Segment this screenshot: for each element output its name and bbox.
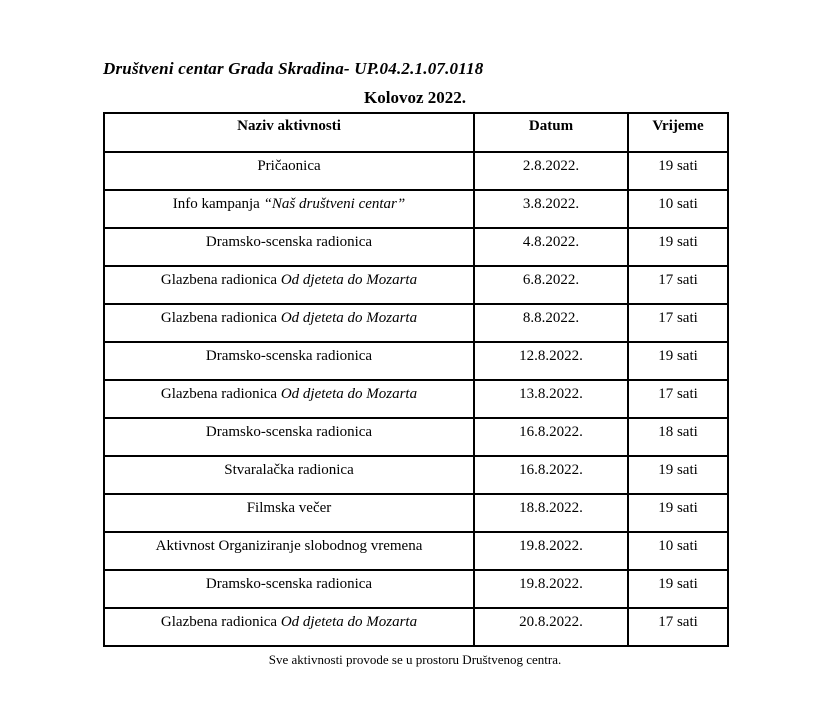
activity-name: Glazbena radionica <box>160 386 281 402</box>
activity-cell <box>104 266 474 304</box>
activity-cell <box>104 380 474 418</box>
datum-cell: 6.8.2022. <box>474 266 628 304</box>
activity-name: Glazbena radionica <box>160 614 281 630</box>
column-header-naziv-aktivnosti: Naziv aktivnosti <box>104 113 474 152</box>
document-title: Društveni centar Grada Skradina- UP.04.2.1.07.0118 <box>103 59 484 78</box>
activity-name: Pričaonica <box>257 158 321 174</box>
table-header-row <box>104 113 728 152</box>
activity-cell <box>104 190 474 228</box>
table-row <box>104 570 728 608</box>
activity-name: Dramsko-scenska radionica <box>205 424 373 440</box>
table-row <box>104 456 728 494</box>
datum-cell: 18.8.2022. <box>474 494 628 532</box>
vrijeme-cell: 19 sati <box>628 152 728 190</box>
activity-name-italic: Od djeteta do Mozarta <box>280 310 418 326</box>
datum-cell: 8.8.2022. <box>474 304 628 342</box>
document-subtitle: Kolovoz 2022. <box>364 88 466 107</box>
activity-name: Dramsko-scenska radionica <box>205 348 373 364</box>
activity-name-italic: Od djeteta do Mozarta <box>280 614 418 630</box>
vrijeme-cell: 10 sati <box>628 532 728 570</box>
vrijeme-cell: 19 sati <box>628 228 728 266</box>
activity-name: Filmska večer <box>246 500 332 516</box>
datum-cell: 12.8.2022. <box>474 342 628 380</box>
activity-cell <box>104 456 474 494</box>
activity-name-italic: “Naš društveni centar” <box>263 196 406 212</box>
column-header-datum: Datum <box>474 113 628 152</box>
activity-name: Glazbena radionica <box>160 272 281 288</box>
activity-name: Glazbena radionica <box>160 310 281 326</box>
table-row <box>104 266 728 304</box>
activity-name: Dramsko-scenska radionica <box>205 576 373 592</box>
activity-name-italic: Od djeteta do Mozarta <box>280 272 418 288</box>
table-row <box>104 608 728 646</box>
activities-table <box>103 112 729 647</box>
activity-cell <box>104 304 474 342</box>
datum-cell: 2.8.2022. <box>474 152 628 190</box>
activity-cell <box>104 494 474 532</box>
vrijeme-cell: 18 sati <box>628 418 728 456</box>
column-header-vrijeme: Vrijeme <box>628 113 728 152</box>
activity-name: Info kampanja <box>172 196 264 212</box>
datum-cell: 16.8.2022. <box>474 418 628 456</box>
vrijeme-cell: 17 sati <box>628 266 728 304</box>
datum-cell: 16.8.2022. <box>474 456 628 494</box>
datum-cell: 4.8.2022. <box>474 228 628 266</box>
footer-note: Sve aktivnosti provode se u prostoru Društvenog centra. <box>268 652 562 667</box>
table-row <box>104 532 728 570</box>
activity-cell <box>104 532 474 570</box>
vrijeme-cell: 17 sati <box>628 304 728 342</box>
activity-name: Aktivnost Organiziranje slobodnog vremena <box>155 538 423 554</box>
document-page <box>103 59 727 668</box>
vrijeme-cell: 19 sati <box>628 456 728 494</box>
table-row <box>104 152 728 190</box>
vrijeme-cell: 19 sati <box>628 494 728 532</box>
activity-cell <box>104 228 474 266</box>
datum-cell: 19.8.2022. <box>474 570 628 608</box>
datum-cell: 13.8.2022. <box>474 380 628 418</box>
activity-cell <box>104 418 474 456</box>
activity-cell <box>104 342 474 380</box>
table-row <box>104 304 728 342</box>
datum-cell: 3.8.2022. <box>474 190 628 228</box>
table-row <box>104 190 728 228</box>
vrijeme-cell: 19 sati <box>628 570 728 608</box>
table-row <box>104 342 728 380</box>
vrijeme-cell: 17 sati <box>628 380 728 418</box>
vrijeme-cell: 10 sati <box>628 190 728 228</box>
activity-cell <box>104 570 474 608</box>
table-row <box>104 228 728 266</box>
table-row <box>104 494 728 532</box>
table-row <box>104 380 728 418</box>
activity-name: Dramsko-scenska radionica <box>205 234 373 250</box>
activity-name: Stvaralačka radionica <box>224 462 354 478</box>
datum-cell: 19.8.2022. <box>474 532 628 570</box>
table-row <box>104 418 728 456</box>
activity-cell <box>104 608 474 646</box>
vrijeme-cell: 17 sati <box>628 608 728 646</box>
datum-cell: 20.8.2022. <box>474 608 628 646</box>
activity-name-italic: Od djeteta do Mozarta <box>280 386 418 402</box>
activity-cell <box>104 152 474 190</box>
vrijeme-cell: 19 sati <box>628 342 728 380</box>
table-body <box>104 152 728 646</box>
